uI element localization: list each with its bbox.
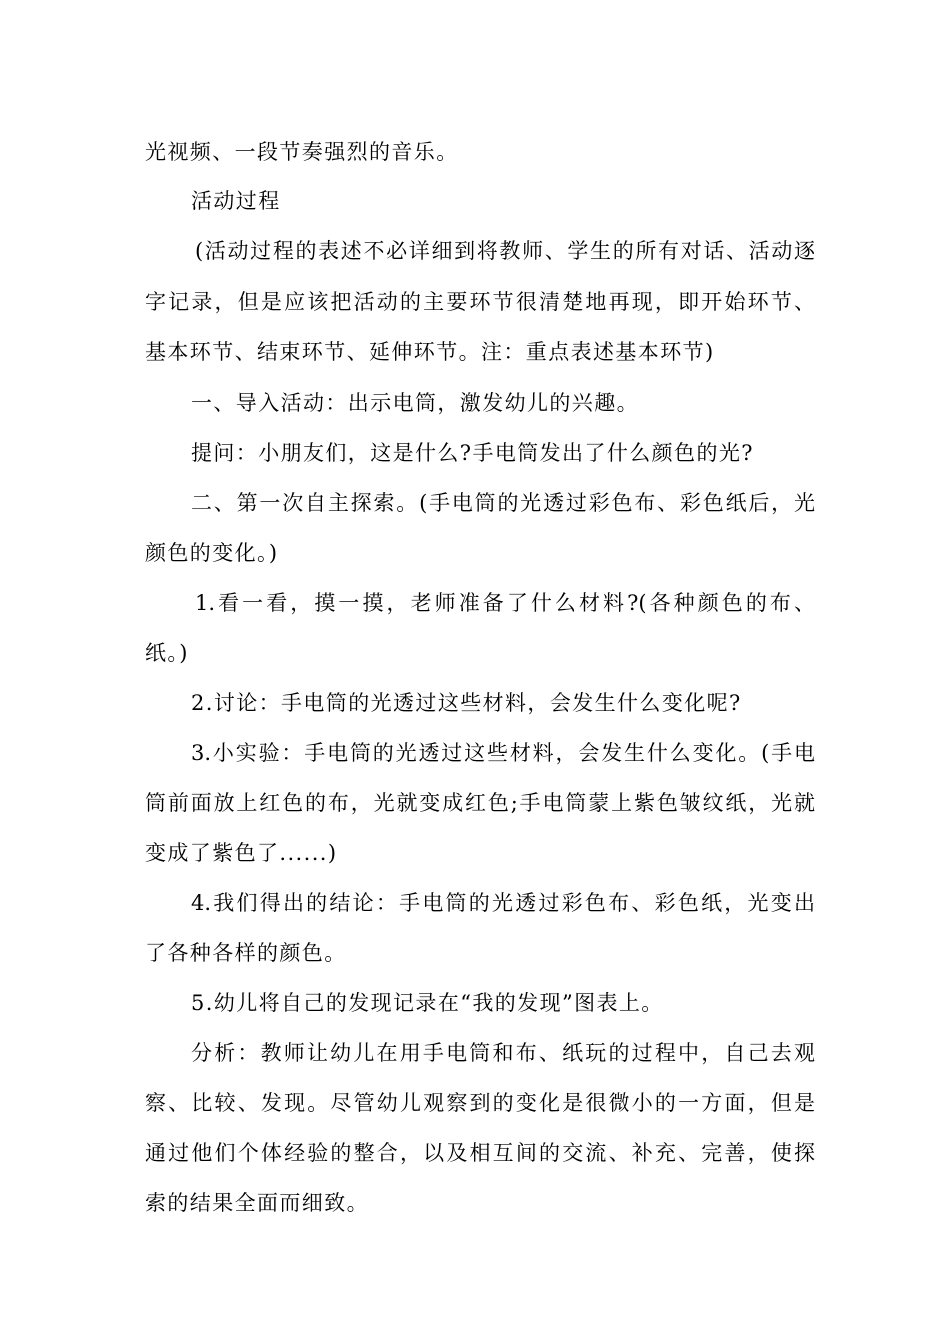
text-line: 1.看一看，摸一摸，老师准备了什么材料?(各种颜色的布、 <box>195 591 815 615</box>
text-line: 索的结果全面而细致。 <box>145 1191 369 1215</box>
text-line: 光视频、一段节奏强烈的音乐。 <box>145 140 459 164</box>
text-line: 二、第一次自主探索。(手电筒的光透过彩色布、彩色纸后，光 <box>191 491 815 515</box>
text-line: 2.讨论：手电筒的光透过这些材料，会发生什么变化呢? <box>191 691 742 715</box>
text-line: 字记录，但是应该把活动的主要环节很清楚地再现，即开始环节、 <box>145 290 815 314</box>
text-line: 纸。) <box>145 641 189 665</box>
section-heading: 活动过程 <box>191 189 281 213</box>
text-line: 通过他们个体经验的整合，以及相互间的交流、补充、完善，使探 <box>145 1141 815 1165</box>
text-line: (活动过程的表述不必详细到将教师、学生的所有对话、活动逐 <box>195 239 815 263</box>
text-line: 基本环节、结束环节、延伸环节。注：重点表述基本环节) <box>145 340 715 364</box>
text-line: 4.我们得出的结论：手电筒的光透过彩色布、彩色纸，光变出 <box>191 891 815 915</box>
text-line: 了各种各样的颜色。 <box>145 941 347 965</box>
text-line: 5.幼儿将自己的发现记录在“我的发现”图表上。 <box>191 991 664 1015</box>
text-line: 3.小实验：手电筒的光透过这些材料，会发生什么变化。(手电 <box>191 741 815 765</box>
text-line: 提问：小朋友们，这是什么?手电筒发出了什么颜色的光? <box>191 441 754 465</box>
text-line: 变成了紫色了......) <box>145 841 338 865</box>
text-line: 颜色的变化。) <box>145 541 279 565</box>
text-line: 分析：教师让幼儿在用手电筒和布、纸玩的过程中，自己去观 <box>191 1041 815 1065</box>
text-line: 筒前面放上红色的布，光就变成红色;手电筒蒙上紫色皱纹纸，光就 <box>145 791 815 815</box>
text-line: 一、导入活动：出示电筒，激发幼儿的兴趣。 <box>191 391 639 415</box>
text-line: 察、比较、发现。尽管幼儿观察到的变化是很微小的一方面，但是 <box>145 1091 815 1115</box>
